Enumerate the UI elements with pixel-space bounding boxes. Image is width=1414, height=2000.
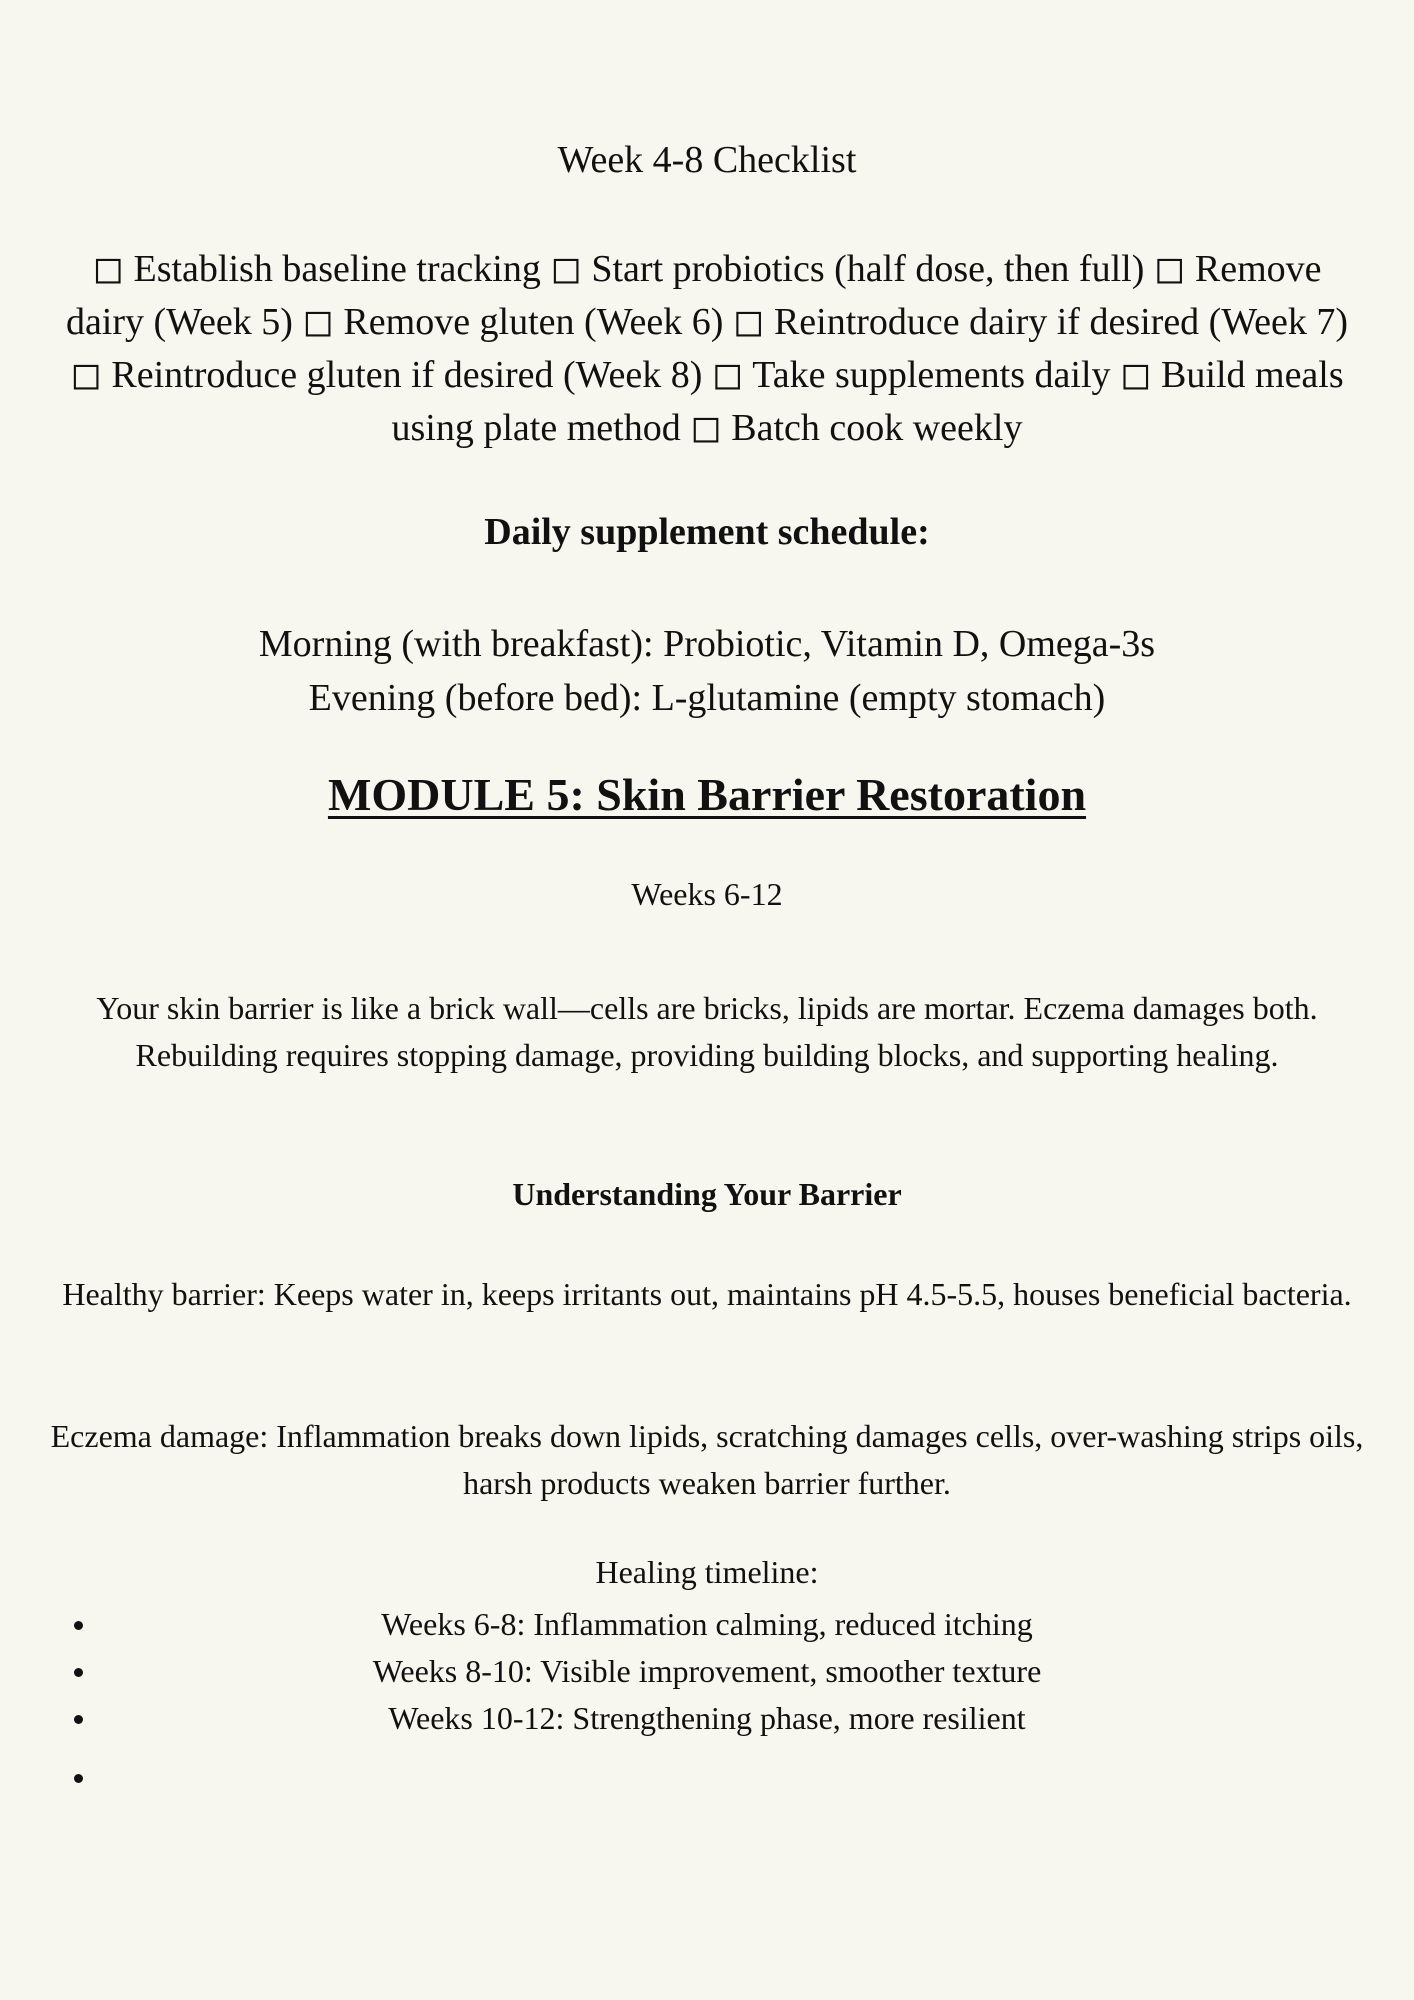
healing-timeline-list: [0, 1601, 1414, 1802]
list-item-empty: [100, 1742, 1414, 1802]
module-intro: Your skin barrier is like a brick wall—cells are bricks, lipids are mortar. Eczema damages both. Rebuilding requires stopping damage, providing building blocks, and supporting healing.: [96, 990, 1318, 1073]
list-item: Weeks 10-12: Strengthening phase, more resilient: [100, 1695, 1414, 1742]
healing-timeline-label: Healing timeline:: [595, 1554, 819, 1590]
checklist-items: ◻ Establish baseline tracking ◻ Start probiotics (half dose, then full) ◻ Remove dairy (Week 5) ◻ Remove gluten (Week 6) ◻ Reintroduce dairy if desired (Week 7) ◻ Reintroduce gluten if desired (Week 8) ◻ Take supplements daily ◻ Build meals using plate method ◻ Batch cook weekly: [65, 248, 1349, 449]
module-title: MODULE 5: Skin Barrier Restoration: [327, 769, 1087, 820]
module-weeks: Weeks 6-12: [631, 876, 783, 912]
healthy-barrier-text: Healthy barrier: Keeps water in, keeps irritants out, maintains pH 4.5-5.5, houses beneficial bacteria.: [62, 1276, 1352, 1312]
list-item: Weeks 6-8: Inflammation calming, reduced itching: [100, 1601, 1414, 1648]
evening-supplements: Evening (before bed): L-glutamine (empty stomach): [308, 677, 1106, 719]
supplement-schedule: [50, 617, 1364, 725]
supplement-schedule-heading: Daily supplement schedule:: [484, 511, 930, 553]
morning-supplements: Morning (with breakfast): Probiotic, Vitamin D, Omega-3s: [258, 623, 1156, 665]
eczema-damage-text: Eczema damage: Inflammation breaks down lipids, scratching damages cells, over-washing strips oils, harsh products weaken barrier further.: [50, 1418, 1364, 1501]
barrier-subheading: Understanding Your Barrier: [512, 1176, 902, 1212]
checklist-title: Week 4-8 Checklist: [557, 139, 857, 181]
list-item: Weeks 8-10: Visible improvement, smoother texture: [100, 1648, 1414, 1695]
